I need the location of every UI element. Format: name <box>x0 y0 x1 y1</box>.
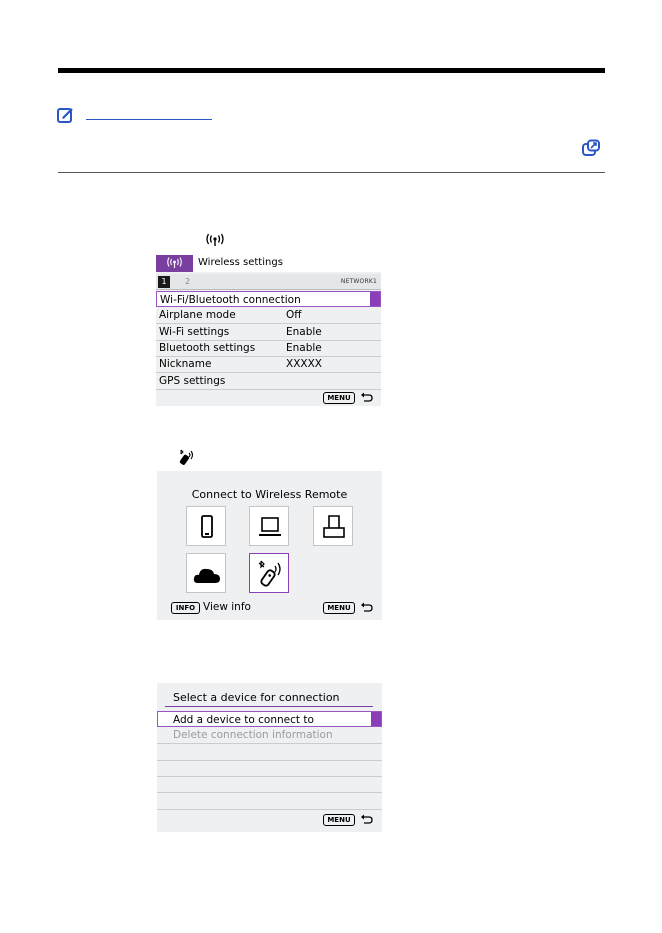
menu-item-value: XXXXX <box>286 358 322 370</box>
wireless-icon <box>156 255 193 272</box>
select-device-screen <box>157 683 382 832</box>
list-item <box>157 744 382 761</box>
screen-title: Connect to Wireless Remote <box>191 488 348 501</box>
menu-item-gps-settings[interactable] <box>156 373 381 390</box>
menu-item-nickname[interactable] <box>156 356 381 373</box>
computer-tile[interactable] <box>249 506 289 546</box>
selection-bar <box>370 292 380 306</box>
note-pencil-icon <box>57 107 74 124</box>
menu-item-label: Nickname <box>159 358 212 370</box>
menu-item-bluetooth-settings[interactable] <box>156 340 381 357</box>
menu-item-value: Enable <box>286 342 322 354</box>
section-top-rule <box>58 68 605 73</box>
add-device-item[interactable] <box>157 711 382 727</box>
wireless-icon <box>205 233 225 247</box>
screen-footer <box>157 810 382 832</box>
wireless-remote-icon <box>178 449 196 465</box>
menu-item-value: Enable <box>286 326 322 338</box>
menu-item-wifi-settings[interactable] <box>156 324 381 341</box>
menu-item-label: Delete connection information <box>173 729 333 741</box>
cloud-tile[interactable] <box>186 553 226 593</box>
menu-item-label: Wi-Fi settings <box>159 326 230 338</box>
menu-item-label: Bluetooth settings <box>159 342 256 354</box>
menu-item-label: Add a device to connect to <box>173 714 314 726</box>
smartphone-tile[interactable] <box>186 506 226 546</box>
section-divider <box>58 172 605 173</box>
screen-title: Wireless settings <box>198 257 283 268</box>
wireless-tab-icon-box <box>156 255 193 272</box>
delete-connection-item[interactable] <box>157 727 382 744</box>
menu-item-label: Airplane mode <box>159 309 236 321</box>
menu-item-label: GPS settings <box>159 375 226 387</box>
menu-item-airplane-mode[interactable] <box>156 307 381 324</box>
menu-button[interactable]: MENU <box>323 392 355 404</box>
external-reference-icon[interactable] <box>581 139 601 157</box>
menu-button[interactable]: MENU <box>323 602 355 614</box>
back-arrow-icon <box>360 814 373 824</box>
back-arrow-icon <box>360 392 373 402</box>
menu-button[interactable]: MENU <box>323 814 355 826</box>
menu-item-wifi-bluetooth-connection[interactable] <box>156 291 381 307</box>
menu-item-label: Wi-Fi/Bluetooth connection <box>160 294 301 306</box>
note-link-underline[interactable] <box>86 119 212 120</box>
screen-titlebar <box>156 255 381 272</box>
cloud-icon <box>187 554 227 594</box>
screen-title: Select a device for connection <box>173 691 340 704</box>
wireless-remote-tile[interactable] <box>249 553 289 593</box>
back-arrow-icon <box>360 602 373 612</box>
printer-icon <box>314 507 354 547</box>
view-info-label: View info <box>203 601 251 613</box>
computer-icon <box>250 507 290 547</box>
info-button[interactable]: INFO <box>171 602 200 614</box>
printer-tile[interactable] <box>313 506 353 546</box>
menu-item-value: Off <box>286 309 302 321</box>
tab-2[interactable]: 2 <box>185 277 191 286</box>
wireless-remote-icon <box>250 554 290 594</box>
selection-bar <box>371 712 381 726</box>
list-item <box>157 776 382 793</box>
list-item <box>157 793 382 810</box>
tab-1[interactable]: 1 <box>158 276 170 288</box>
smartphone-icon <box>187 507 227 547</box>
page-label: NETWORK1 <box>340 278 377 285</box>
title-underline <box>165 706 373 707</box>
menu-tabs <box>156 274 381 290</box>
wireless-settings-screen <box>156 255 381 406</box>
list-item <box>157 760 382 777</box>
connect-wireless-remote-screen <box>157 471 382 620</box>
